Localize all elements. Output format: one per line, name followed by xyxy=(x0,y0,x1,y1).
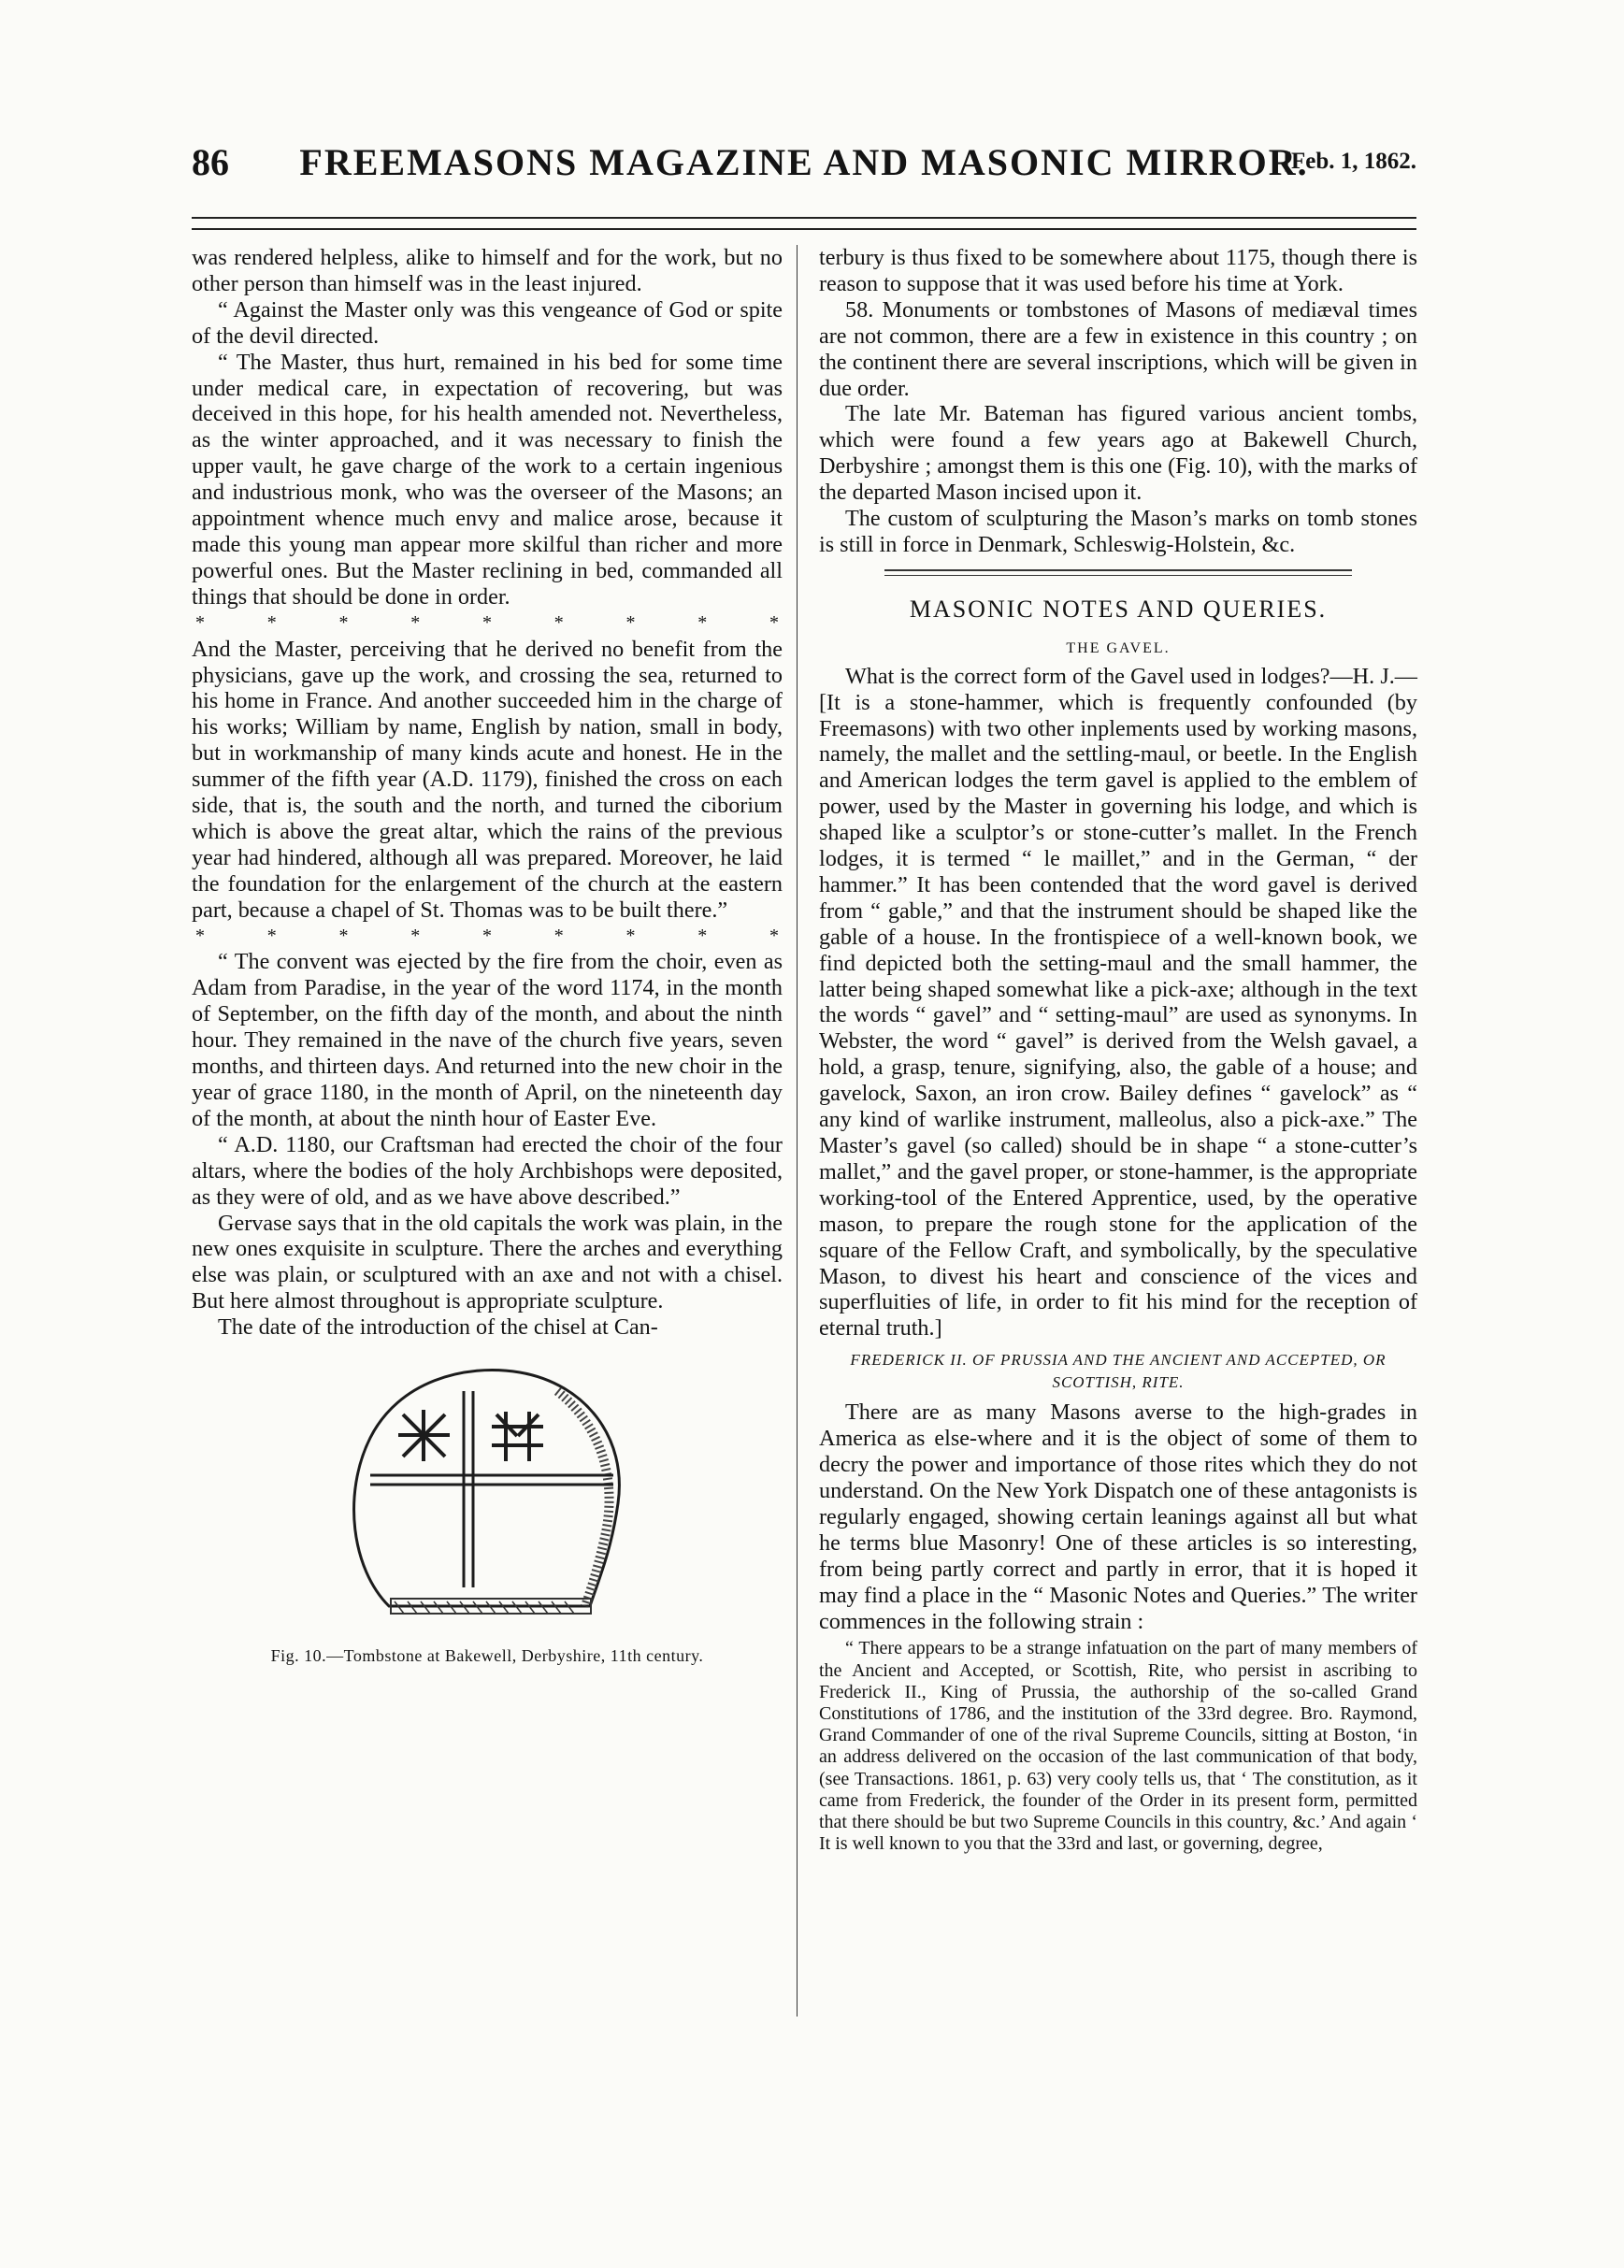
issue-date: [Feb. 1, 1862. xyxy=(1283,149,1416,174)
paragraph: 58. Monuments or tombstones of Masons of mediæval times are not common, there are a few in existence in this country ; on the continent there are several inscriptions, which will be given in due order. xyxy=(819,296,1417,401)
star: * xyxy=(195,611,205,633)
paragraph: “ The Master, thus hurt, remained in his bed for some time under medical care, in expectation of recovering, but was deceived in this hope, for his health amended not. Nevertheless, as the winter approached, and it was necessary to finish the upper vault, he gave charge of the work to a certain ingenious and industrious monk, who was the overseer of the Masons; an appointment whence much envy and malice arose, because it made this young man appear more skilful than richer and more powerful ones. But the Master reclining in bed, commanded all things that should be done in order. xyxy=(192,349,783,610)
paragraph: Gervase says that in the old capitals the work was plain, in the new ones exquisite in sculpture. There the arches and everything else was plain, or sculptured with an axe and not with a chisel. But here almost throughout is appropriate sculpture. xyxy=(192,1210,783,1314)
star: * xyxy=(482,611,492,633)
star: * xyxy=(769,925,779,946)
section-heading: MASONIC NOTES AND QUERIES. xyxy=(909,595,1328,623)
star: * xyxy=(769,611,779,633)
paragraph: What is the correct form of the Gavel used in lodges?—H. J.—[It is a stone-hammer, which is frequently confounded (by Freemasons) with two other inplements used by working masons, namely, the mallet and the settling-maul, or beetle. In the English and American lodges the term gavel is applied to the emblem of power, used by the Master in governing his lodge, and which is shaped like a sculptor’s or stone-cutter’s mallet. In the French lodges, it is termed “ le maillet,” and in the German, “ der hammer.” It has been contended that the word gavel is derived from “ gable,” and that the instrument should be shaped like the gable of a house. In the frontispiece of a well-known book, we find depicted both the setting-maul and the small hammer, the latter being shaped somewhat like a pick-axe; although in the text the words “ gavel” and “ setting-maul” are used as synonyms. In Webster, the word “ gavel” is derived from the Welsh gavael, a hold, a grasp, tenure, signifying, also, the gable of a house; and gavelock, Saxon, an iron crow. Bailey defines “ gavelock” as “ any kind of warlike instrument, malleolus, also a pick-axe.” The Master’s gavel (so called) should be in shape “ a stone-cutter’s mallet,” and the gavel proper, or stone-hammer, is the appropriate working-tool of the Entered Apprentice, used, by the operative mason, to prepare the rough stone for the application of the square of the Fellow Craft, and symbolically, by the speculative Mason, to divest his heart and conscience of the vices and superfluities of life, in order to fit his mind for the reception of eternal truth.] xyxy=(819,663,1417,1342)
star: * xyxy=(266,925,277,946)
star: * xyxy=(195,925,205,946)
frederick-heading: FREDERICK II. OF PRUSSIA AND THE ANCIENT AND ACCEPTED, OR SCOTTISH, RITE. xyxy=(850,1351,1387,1392)
tombstone-illustration xyxy=(333,1354,641,1634)
star: * xyxy=(410,925,421,946)
page-number: 86 xyxy=(192,141,229,183)
star: * xyxy=(553,611,564,633)
gavel-heading: THE GAVEL. xyxy=(1066,639,1171,656)
right-column xyxy=(819,245,1417,1855)
star: * xyxy=(338,611,349,633)
paragraph: “ The convent was ejected by the fire from the choir, even as Adam from Paradise, in the year of the word 1174, in the month of September, on the fifth day of the month, and about the ninth hour. They remained in the nave of the church five years, seven months, and thirteen days. And returned into the new choir in the year of grace 1180, in the month of April, on the nineteenth day of the month, at about the ninth hour of Easter Eve. xyxy=(192,949,783,1131)
paragraph: “ Against the Master only was this vengeance of God or spite of the devil directed. xyxy=(192,296,783,349)
star: * xyxy=(697,611,708,633)
star: * xyxy=(410,611,421,633)
star: * xyxy=(338,925,349,946)
star: * xyxy=(625,611,636,633)
paragraph: And the Master, perceiving that he derived no benefit from the physicians, gave up the work, and crossing the sea, returned to his home in France. And another succeeded him in the charge of his works; William by name, English by nation, small in body, but in workmanship of many kinds acute and honest. He in the summer of the fifth year (A.D. 1179), finished the cross on each side, that is, the south and the north, and turned the ciborium which is above the great altar, which the rains of the previous year had hindered, although all was prepared. Moreover, he laid the foundation for the enlargement of the church at the eastern part, because a chapel of St. Thomas was to be built there.” xyxy=(192,636,783,923)
paragraph: was rendered helpless, alike to himself and for the work, but no other person than himself was in the least injured. xyxy=(192,245,783,296)
quoted-passage: “ There appears to be a strange infatuation on the part of many members of the Ancient and Accepted, or Scottish, Rite, who persist in ascribing to Frederick II., King of Prussia, the authorship of the so-called Grand Constitutions of 1786, and the institution of the 33rd degree. Bro. Raymond, Grand Commander of one of the rival Supreme Councils, sitting at Boston, ‘in an address delivered on the occasion of the last communication of that body, (see Transactions. 1861, p. 63) very cooly tells us, that ‘ The constitution, as it came from Frederick, the founder of the Order in its present form, permitted that there should be but two Supreme Councils in this country, &c.’ And again ‘ It is well known to you that the 33rd and last, or governing, degree, xyxy=(819,1638,1417,1855)
publication-title: FREEMASONS MAGAZINE AND MASONIC MIRROR. xyxy=(299,141,1309,183)
figure-caption: Fig. 10.—Tombstone at Bakewell, Derbyshire, 11th century. xyxy=(270,1646,704,1666)
tombstone-figure xyxy=(192,1354,783,1670)
star: * xyxy=(697,925,708,946)
masthead xyxy=(192,140,1416,193)
header-rule-bottom xyxy=(192,228,1416,230)
header-rule-top xyxy=(192,217,1416,219)
section-rule xyxy=(884,569,1352,571)
section-rule-thin xyxy=(884,575,1352,576)
paragraph: The date of the introduction of the chisel at Can- xyxy=(218,1314,658,1341)
star: * xyxy=(482,925,492,946)
paragraph: The late Mr. Bateman has figured various ancient tombs, which were found a few years ago at Bakewell Church, Derbyshire ; amongst them is this one (Fig. 10), with the marks of the departed Mason incised upon it. xyxy=(819,401,1417,506)
asterism xyxy=(192,924,783,950)
paragraph: There are as many Masons averse to the high-grades in America as else-where and it is the object of some of them to decry the power and importance of those rites which they do not understand. On the New York Dispatch one of these antagonists is regularly engaged, showing certain leanings against all but what he terms blue Masonry! One of these articles is so interesting, from being partly correct and partly in error, that it is hoped it may find a place in the “ Masonic Notes and Queries.” The writer commences in the following strain : xyxy=(819,1400,1417,1634)
asterism xyxy=(192,610,783,637)
star: * xyxy=(553,925,564,946)
star: * xyxy=(625,925,636,946)
column-divider xyxy=(797,245,798,2017)
left-column xyxy=(192,245,783,1670)
star: * xyxy=(266,611,277,633)
paragraph: terbury is thus fixed to be somewhere about 1175, though there is reason to suppose that it was used before his time at York. xyxy=(819,245,1417,296)
paragraph: The custom of sculpturing the Mason’s marks on tomb stones is still in force in Denmark, Schleswig-Holstein, &c. xyxy=(819,506,1417,557)
paragraph: “ A.D. 1180, our Craftsman had erected the choir of the four altars, where the bodies of the holy Archbishops were deposited, as they were of old, and as we have above described.” xyxy=(192,1131,783,1210)
